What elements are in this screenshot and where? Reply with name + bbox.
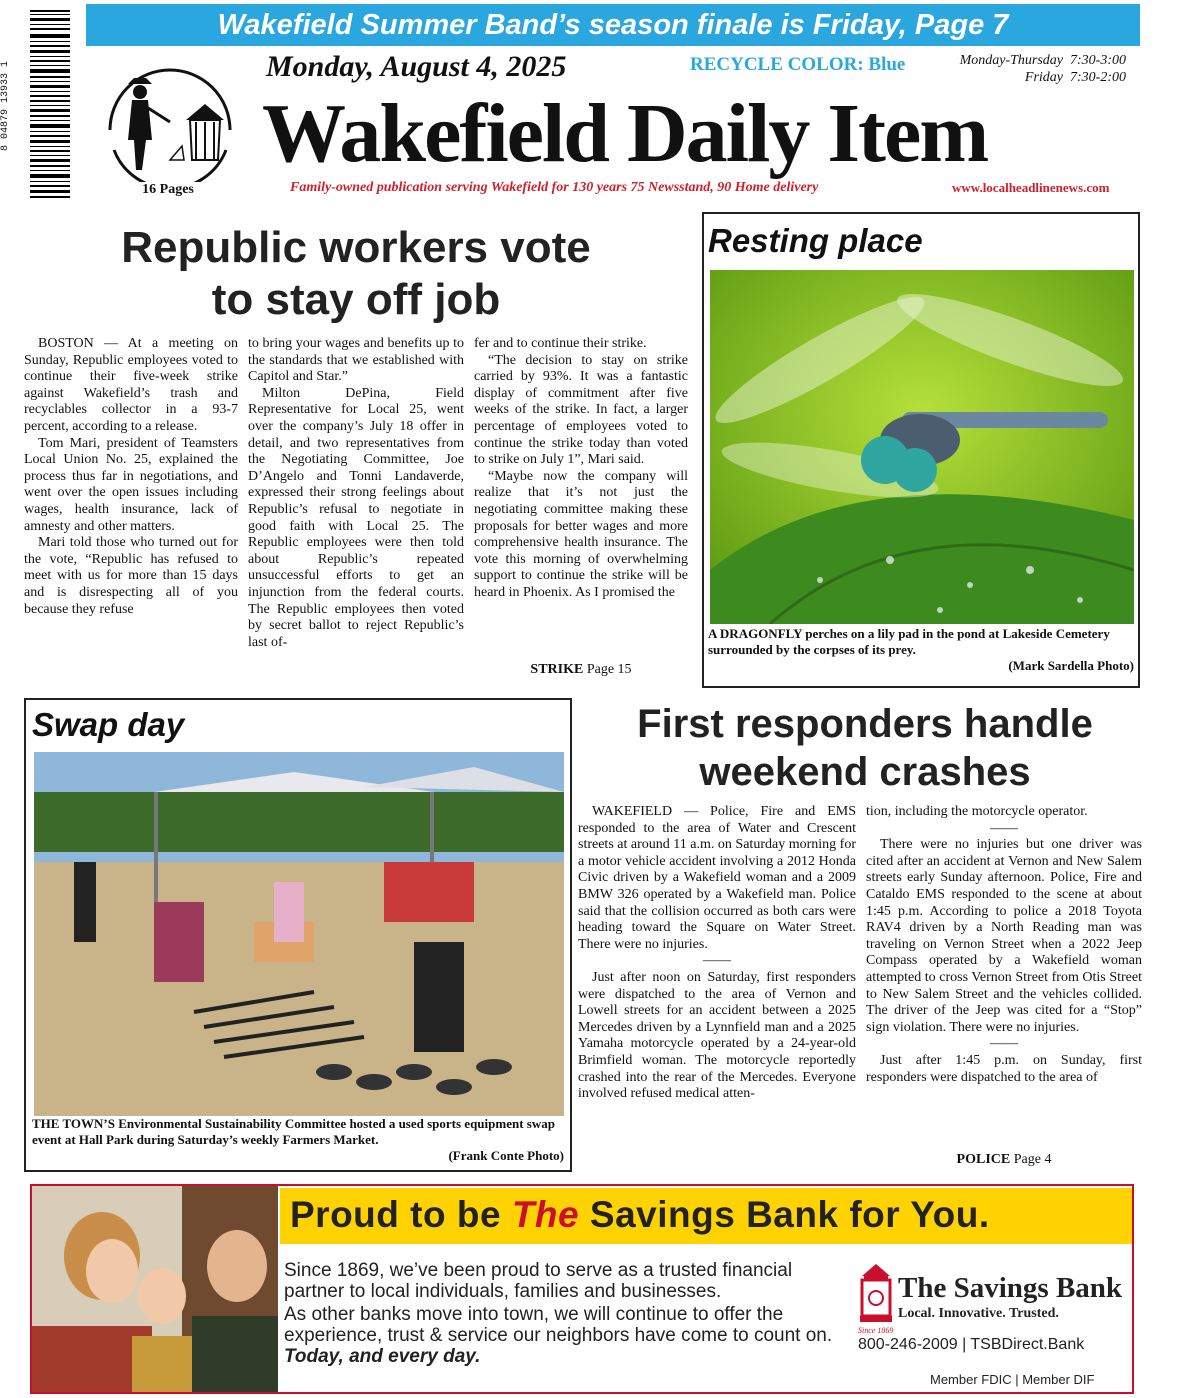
promo-banner[interactable]: Wakefield Summer Band’s season finale is Friday, Page 7 <box>86 4 1140 46</box>
paragraph: There were no injuries but one driver was cited after an accident at Vernon and New Salem streets early Sunday afternoon. Police, Fire and Cataldo EMS responded to the scene at about 1:45 p.m. According to police a 2018 Toyota RAV4 driven by a North Reading man was traveling on Vernon Street when a 2022 Jeep Compass operated by a Wakefield woman attempted to cross Vernon Street from Otis Street to New Salem Street and the vehicles collided. The driver of the Jeep was cited for a “Stop” sign violation. There were no injuries. <box>866 837 1142 1035</box>
bank-contact[interactable]: 800-246-2009 | TSBDirect.Bank <box>858 1336 1085 1353</box>
republic-headline[interactable] <box>24 222 688 326</box>
strike-jump-link[interactable] <box>474 662 688 678</box>
paragraph: tion, including the motorcycle operator. <box>866 804 1088 819</box>
ad-paragraph <box>284 1304 844 1367</box>
resting-photo-credit: (Mark Sardella Photo) <box>1008 658 1134 673</box>
website-link[interactable]: www.localheadlinenews.com <box>952 180 1110 195</box>
republic-column-2 <box>248 336 464 651</box>
dragonfly-photo[interactable] <box>710 270 1134 624</box>
paragraph: Just after noon on Saturday, first responders were dispatched to the area of Vernon and Lowell streets for an accident between a 2025 Mercedes driven by a Lynnfield man and a 2025 Yamaha motorcycle operated by a 24-year-old Brimfield woman. The motorcycle reportedly crashed into the rear of the Mercedes. Everyone involved refused medical atten- <box>578 969 856 1102</box>
barcode <box>16 8 72 204</box>
paragraph: Just after 1:45 p.m. on Sunday, first responders were dispatched to the area of <box>866 1052 1142 1085</box>
ad-headline-emphasis: The <box>511 1194 580 1235</box>
section-separator: —— <box>990 820 1018 836</box>
ad-text: As other banks move into town, we will continue to offer the experience, trust & service our neighbors have come to count on. <box>284 1304 833 1346</box>
ad-paragraph: Since 1869, we’ve been proud to serve as a trusted financial partner to local individuals, families and businesses. <box>284 1260 793 1302</box>
first-responders-column-1 <box>578 804 856 1103</box>
swap-day-photo[interactable] <box>34 752 564 1116</box>
ad-headline-text: Savings Bank for You. <box>579 1194 990 1235</box>
paragraph: “Maybe now the company will realize that it’s not just the negotiating committee making these proposals for better wages and more comprehensive health insurance. The vote this morning of overwhelming support to continue the strike will be heard in Phoenix. As I promised the <box>474 468 688 600</box>
section-separator: —— <box>990 1036 1018 1052</box>
lantern-logo-icon <box>854 1262 898 1328</box>
republic-column-1 <box>24 336 238 618</box>
barcode-digits: 8 04879 13933 1 <box>0 61 11 152</box>
bank-name: The Savings Bank <box>898 1272 1123 1304</box>
paragraph: Tom Mari, president of Teamsters Local Union No. 25, explained the process thus far in negotiations, and went over the open issues including wages, health insurance, lack of amnesty and other matters. <box>24 435 238 534</box>
hours-line: Friday 7:30-2:00 <box>1024 70 1126 85</box>
family-photo <box>32 1186 278 1392</box>
paragraph: “The decision to stay on strike carried by 93%. It was a fantastic display of commitment after five weeks of the strike. In fact, a larger percentage of employees voted to continue the strike today than voted to strike on July 1”, Mari said. <box>474 352 688 468</box>
minuteman-logo <box>100 60 240 182</box>
republic-column-3 <box>474 336 688 602</box>
first-responders-column-2 <box>866 804 1142 1086</box>
swap-photo-caption: THE TOWN’S Environmental Sustainability Committee hosted a used sports equipment swap event at Hall Park during Saturday’s weekly Farmers Market. <box>32 1116 555 1147</box>
ad-emphasis: Today, and every day. <box>284 1346 481 1367</box>
jump-page: Page 15 <box>586 662 632 677</box>
jump-label: STRIKE <box>530 662 584 677</box>
hours-line: Monday-Thursday 7:30-3:00 <box>959 53 1126 68</box>
tagline: Family-owned publication serving Wakefield for 130 years 75 Newsstand, 90 Home delivery <box>290 180 819 195</box>
bank-tagline: Local. Innovative. Trusted. <box>898 1306 1059 1321</box>
paragraph: to bring your wages and benefits up to the standards that we established with Capitol and Star.” <box>248 336 464 385</box>
swap-photo-title: Swap day <box>32 706 185 743</box>
page-count: 16 Pages <box>142 182 194 197</box>
bank-since: Since 1869 <box>858 1326 894 1335</box>
headline-line: to stay off job <box>211 275 501 324</box>
jump-label: POLICE <box>956 1152 1011 1167</box>
section-separator: —— <box>703 953 731 969</box>
paragraph: fer and to continue their strike. <box>474 336 647 351</box>
bank-membership: Member FDIC | Member DIF <box>930 1372 1095 1387</box>
paragraph: WAKEFIELD — Police, Fire and EMS responded to the area of Water and Crescent streets at around 11 a.m. on Saturday morning for a motor vehicle accident involving a 2012 Honda Civic driven by a Wakefield woman and a 2009 BMW 326 operated by a Wakefield man. Police said that the collision occurred as both cars were heading toward the Square on Water Street. There were no injuries. <box>578 804 856 952</box>
headline-line: Republic workers vote <box>121 223 591 272</box>
headline-line: First responders handle <box>637 702 1093 746</box>
jump-page: Page 4 <box>1013 1152 1052 1167</box>
swap-photo-credit: (Frank Conte Photo) <box>448 1148 564 1163</box>
paragraph: Mari told those who turned out for the vote, “Republic has refused to meet with us for more than 15 days and is disrespecting all of you because they refuse <box>24 535 238 617</box>
resting-photo-caption: A DRAGONFLY perches on a lily pad in the pond at Lakeside Cemetery surrounded by the corpses of its prey. <box>708 626 1110 657</box>
ad-headline <box>290 1194 990 1236</box>
office-hours <box>952 52 1126 86</box>
ad-body <box>284 1260 844 1369</box>
first-responders-headline[interactable] <box>578 700 1152 796</box>
police-jump-link[interactable] <box>866 1152 1142 1168</box>
paragraph: Milton DePina, Field Representative for Local 25, went over the company’s July 18 offer in detail, and two representatives from the Negotiating Committee, Joe D’Angelo and Tonni Landaverde, expressed their strong feelings about Republic’s refusal to negotiate in good faith with Local 25. The Republic employees were then told about Republic’s repeated unsuccessful efforts to get an injunction from the federal courts. The Republic employees then voted by secret ballot to reject Republic’s last of- <box>248 385 464 650</box>
headline-line: weekend crashes <box>699 750 1031 794</box>
paragraph: BOSTON — At a meeting on Sunday, Republic employees voted to continue their five-week strike against Wakefield’s trash and recyclables collector in a 93-7 percent, according to a release. <box>24 336 238 434</box>
resting-photo-title: Resting place <box>708 222 923 259</box>
ad-headline-text: Proud to be <box>290 1194 512 1235</box>
newspaper-title[interactable]: Wakefield Daily Item <box>262 87 988 180</box>
recycle-color: RECYCLE COLOR: Blue <box>690 54 906 75</box>
issue-date: Monday, August 4, 2025 <box>266 50 567 83</box>
